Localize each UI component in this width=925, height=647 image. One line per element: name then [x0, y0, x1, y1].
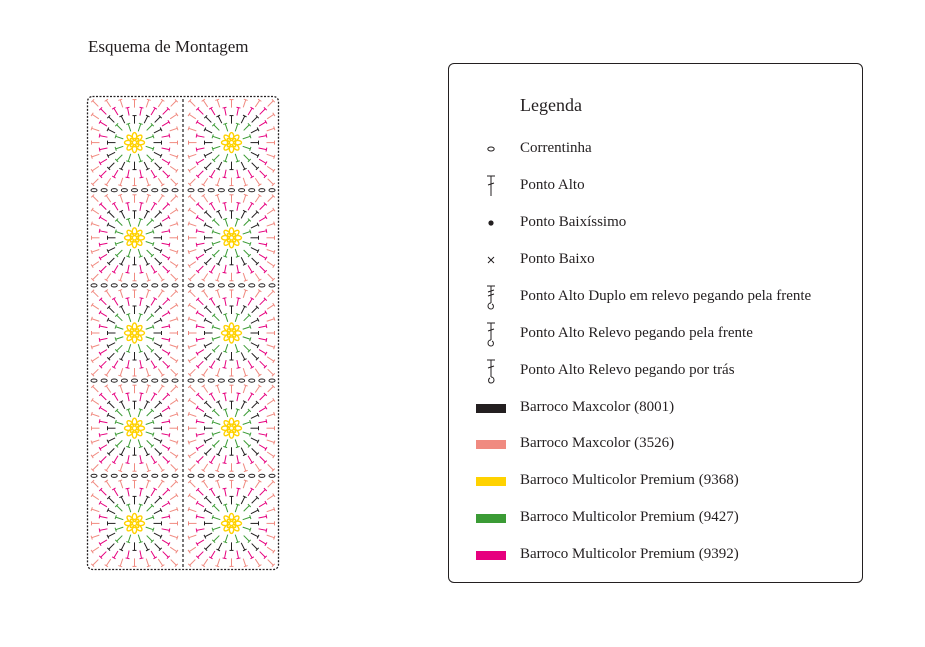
- legend-item-front-post-treble: [449, 284, 862, 310]
- legend-label: Ponto Alto Duplo em relevo pegando pela frente: [520, 288, 812, 304]
- legend-item-yarn-3526: [449, 431, 862, 457]
- legend-item-yarn-9427: [449, 505, 862, 531]
- front-post-treble-symbol-icon: [471, 284, 511, 310]
- slip-stitch-symbol-icon: [471, 210, 511, 236]
- legend-label: Ponto Alto Relevo pegando por trás: [520, 362, 735, 378]
- page-title: Esquema de Montagem: [88, 37, 249, 56]
- legend-label: Barroco Multicolor Premium (9368): [520, 472, 739, 488]
- color-swatch-icon: [471, 542, 511, 568]
- granny-square: [91, 194, 178, 287]
- granny-square: [91, 290, 178, 383]
- granny-square: [188, 385, 275, 478]
- granny-square: [188, 290, 275, 383]
- legend-item-back-post-dc: [449, 358, 862, 384]
- legend-label: Barroco Multicolor Premium (9427): [520, 509, 739, 525]
- legend-item-yarn-9368: [449, 468, 862, 494]
- granny-square: [91, 99, 178, 192]
- granny-square: [188, 99, 275, 192]
- color-swatch-icon: [471, 505, 511, 531]
- legend-label: Ponto Alto Relevo pegando pela frente: [520, 325, 753, 341]
- legend-label: Barroco Maxcolor (3526): [520, 435, 675, 451]
- legend-item-chain: [449, 136, 862, 162]
- chain-symbol-icon: [471, 136, 511, 162]
- legend-label: Ponto Baixíssimo: [520, 214, 627, 230]
- back-post-dc-symbol-icon: [471, 358, 511, 384]
- legend-item-yarn-9392: [449, 542, 862, 568]
- double-crochet-symbol-icon: [471, 173, 511, 199]
- legend-panel: [448, 63, 863, 583]
- front-post-dc-symbol-icon: [471, 321, 511, 347]
- granny-square: [188, 194, 275, 287]
- chart-border: [88, 97, 279, 570]
- legend-label: Barroco Maxcolor (8001): [520, 399, 675, 415]
- legend-item-yarn-8001: [449, 395, 862, 421]
- single-crochet-symbol-icon: [471, 247, 511, 273]
- color-swatch-icon: [471, 468, 511, 494]
- color-swatch-icon: [471, 431, 511, 457]
- legend-label: Ponto Alto: [520, 177, 585, 193]
- legend-title: Legenda: [520, 95, 582, 115]
- legend-item-slip-stitch: [449, 210, 862, 236]
- granny-square: [188, 480, 275, 567]
- legend-item-single-crochet: [449, 247, 862, 273]
- legend-label: Ponto Baixo: [520, 251, 595, 267]
- legend-label: Correntinha: [520, 140, 592, 156]
- legend-item-front-post-dc: [449, 321, 862, 347]
- granny-square: [91, 480, 178, 567]
- color-swatch-icon: [471, 395, 511, 421]
- legend-item-double-crochet: [449, 173, 862, 199]
- legend-label: Barroco Multicolor Premium (9392): [520, 546, 739, 562]
- granny-square: [91, 385, 178, 478]
- assembly-chart: [86, 95, 280, 571]
